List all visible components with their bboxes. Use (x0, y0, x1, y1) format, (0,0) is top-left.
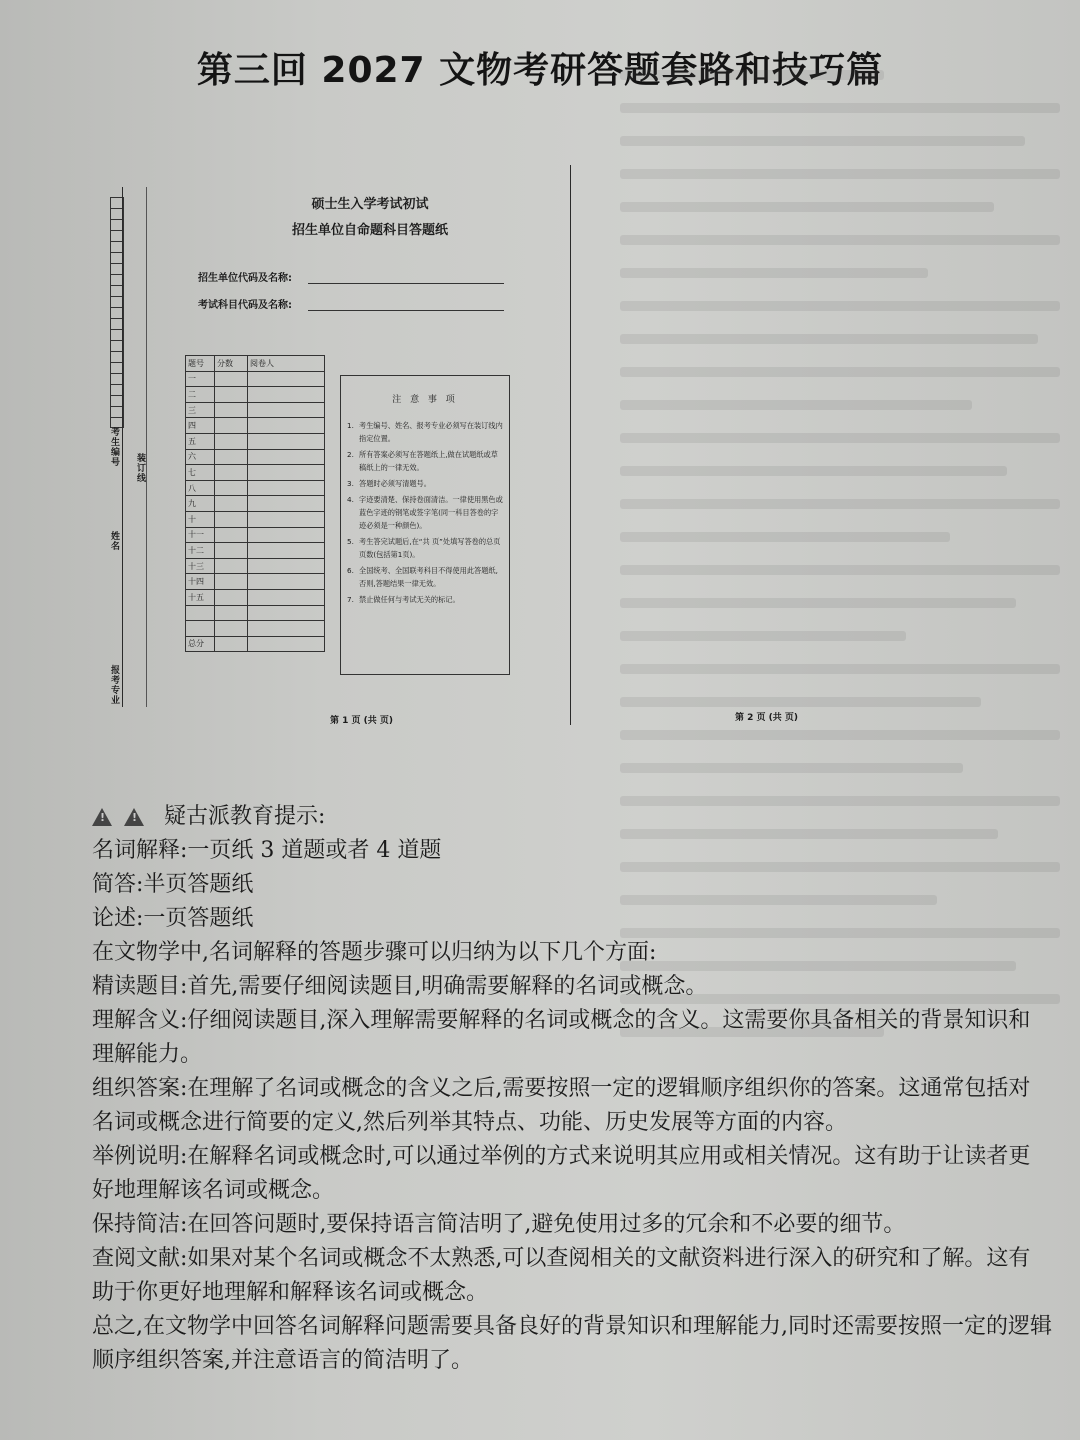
notice-item-number: 1. (347, 421, 354, 430)
tip-block (92, 800, 1052, 1378)
tip-paragraph: 论述:一页答题纸 (92, 906, 254, 931)
tip-paragraph: 举例说明:在解释名词或概念时,可以通过举例的方式来说明其应用或相关情况。这有助于让读者更好地理解该名词或概念。 (92, 1144, 1031, 1203)
score-cell (248, 402, 325, 418)
score-row-number: 十三 (186, 558, 215, 574)
score-cell (248, 605, 325, 621)
notice-item-text: 所有答案必须写在答题纸上,做在试题纸或草稿纸上的一律无效。 (359, 450, 498, 472)
score-row-number: 三 (186, 402, 215, 418)
score-row (186, 496, 325, 512)
score-row (186, 511, 325, 527)
score-row-number (186, 605, 215, 621)
notice-item-number: 4. (347, 495, 354, 504)
score-row-number: 六 (186, 449, 215, 465)
tip-paragraph: 总之,在文物学中回答名词解释问题需要具备良好的背景知识和理解能力,同时还需要按照一定的逻辑顺序组织答案,并注意语言的简洁明了。 (92, 1314, 1052, 1373)
score-row (186, 589, 325, 605)
score-cell (215, 558, 248, 574)
score-row (186, 465, 325, 481)
score-cell (215, 387, 248, 403)
page-divider (570, 165, 571, 725)
score-row-number: 四 (186, 418, 215, 434)
unit-field-label: 招生单位代码及名称: (198, 273, 292, 284)
score-cell (215, 543, 248, 559)
score-cell (215, 433, 248, 449)
warning-icon (124, 808, 144, 826)
score-row-number: 十一 (186, 527, 215, 543)
score-row-number: 二 (186, 387, 215, 403)
score-cell (215, 418, 248, 434)
score-cell (248, 621, 325, 637)
notice-item (347, 493, 503, 532)
page-1-label: 第 1 页 (共 页) (330, 716, 394, 726)
score-row (186, 605, 325, 621)
binding-label-name: 姓名 (109, 531, 119, 551)
score-cell (215, 621, 248, 637)
tip-heading: 疑古派教育提示: (164, 804, 326, 829)
tip-paragraph: 组织答案:在理解了名词或概念的含义之后,需要按照一定的逻辑顺序组织你的答案。这通常包括对名词或概念进行简要的定义,然后列举其特点、功能、历史发展等方面的内容。 (92, 1076, 1031, 1135)
binding-label-major: 报考专业 (109, 665, 119, 705)
score-cell (248, 387, 325, 403)
tip-paragraph: 保持简洁:在回答问题时,要保持语言简洁明了,避免使用过多的冗余和不必要的细节。 (92, 1212, 906, 1237)
score-cell (248, 418, 325, 434)
score-cell (215, 574, 248, 590)
score-row-number: 七 (186, 465, 215, 481)
score-row (186, 371, 325, 387)
warning-icon (92, 808, 112, 826)
score-row-number: 十二 (186, 543, 215, 559)
score-row (186, 402, 325, 418)
notice-item (347, 477, 503, 490)
score-cell (248, 480, 325, 496)
tip-paragraph: 理解含义:仔细阅读题目,深入理解需要解释的名词或概念的含义。这需要你具备相关的背景知识和理解能力。 (92, 1008, 1031, 1067)
notice-item (347, 564, 503, 590)
score-row (186, 543, 325, 559)
score-header-number: 题号 (186, 356, 215, 372)
score-cell (248, 433, 325, 449)
tip-heading-row (92, 800, 1052, 834)
binding-label-line: 装订线 (135, 453, 145, 483)
score-cell (215, 496, 248, 512)
tip-paragraph: 在文物学中,名词解释的答题步骤可以归纳为以下几个方面: (92, 940, 657, 965)
score-cell (248, 558, 325, 574)
score-cell (215, 605, 248, 621)
notice-item (347, 448, 503, 474)
score-row (186, 527, 325, 543)
score-cell (215, 465, 248, 481)
binding-line (122, 187, 123, 707)
score-row (186, 449, 325, 465)
unit-field-line (308, 283, 504, 284)
score-cell (248, 496, 325, 512)
score-row (186, 418, 325, 434)
notice-item-number: 6. (347, 566, 354, 575)
score-cell (248, 574, 325, 590)
tip-paragraph: 查阅文献:如果对某个名词或概念不太熟悉,可以查阅相关的文献资料进行深入的研究和了解。这有助于你更好地理解和解释该名词或概念。 (92, 1246, 1031, 1305)
score-row-number: 十 (186, 511, 215, 527)
tip-paragraph: 精读题目:首先,需要仔细阅读题目,明确需要解释的名词或概念。 (92, 974, 708, 999)
binding-label-exam-number: 考生编号 (109, 427, 119, 467)
notice-item-text: 考生编号、姓名、报考专业必须写在装订线内指定位置。 (359, 421, 503, 443)
score-cell (248, 465, 325, 481)
notice-item (347, 593, 503, 606)
score-cell (215, 636, 248, 652)
binding-dashed-line (146, 187, 147, 707)
score-row (186, 574, 325, 590)
score-cell (215, 480, 248, 496)
score-cell (248, 589, 325, 605)
subject-field-line (308, 310, 504, 311)
score-row-number: 九 (186, 496, 215, 512)
notice-item-number: 3. (347, 479, 354, 488)
score-cell (248, 449, 325, 465)
score-cell (248, 636, 325, 652)
score-row-number: 五 (186, 433, 215, 449)
page-2-label: 第 2 页 (共 页) (735, 713, 799, 723)
score-cell (215, 511, 248, 527)
score-table (185, 355, 325, 652)
score-cell (215, 449, 248, 465)
score-header-grader: 阅卷人 (248, 356, 325, 372)
score-row (186, 558, 325, 574)
tip-paragraph: 名词解释:一页纸 3 道题或者 4 道题 (92, 838, 442, 863)
page-title: 第三回 2027 文物考研答题套路和技巧篇 (196, 50, 884, 91)
score-row-number: 十四 (186, 574, 215, 590)
score-row (186, 433, 325, 449)
notice-item-number: 5. (347, 537, 354, 546)
score-row (186, 621, 325, 637)
score-total-row (186, 636, 325, 652)
score-cell (248, 371, 325, 387)
score-cell (215, 589, 248, 605)
score-row-number: 十五 (186, 589, 215, 605)
score-total-label: 总分 (186, 636, 215, 652)
score-cell (215, 402, 248, 418)
notice-item (347, 419, 503, 445)
score-cell (248, 511, 325, 527)
notice-item-text: 全国统考、全国联考科目不得使用此答题纸,否则,答题结果一律无效。 (359, 566, 498, 588)
tip-paragraph: 简答:半页答题纸 (92, 872, 254, 897)
answer-sheet-image (100, 165, 980, 735)
notice-item-text: 答题时必须写清题号。 (359, 479, 431, 488)
notice-item-text: 考生答完试题后,在“共 页”处填写答卷的总页页数(包括第1页)。 (359, 537, 501, 559)
score-row-number (186, 621, 215, 637)
subject-field-label: 考试科目代码及名称: (198, 300, 292, 311)
notice-title: 注 意 事 项 (392, 395, 458, 405)
notice-item-number: 2. (347, 450, 354, 459)
score-row-number: 一 (186, 371, 215, 387)
score-cell (248, 543, 325, 559)
score-cell (248, 527, 325, 543)
notice-box (340, 375, 510, 675)
notice-item (347, 535, 503, 561)
score-header-score: 分数 (215, 356, 248, 372)
score-row (186, 480, 325, 496)
score-cell (215, 527, 248, 543)
notice-item-text: 字迹要清楚、保持卷面清洁。一律使用黑色或蓝色字迹的钢笔或签字笔(同一科目答卷的字迹必须是一种颜色)。 (359, 495, 503, 530)
score-row (186, 387, 325, 403)
score-row-number: 八 (186, 480, 215, 496)
score-cell (215, 371, 248, 387)
sheet-heading-2: 招生单位自命题科目答题纸 (291, 223, 448, 238)
notice-item-number: 7. (347, 595, 354, 604)
sheet-heading-1: 硕士生入学考试初试 (311, 197, 429, 212)
notice-item-text: 禁止做任何与考试无关的标记。 (359, 595, 460, 604)
